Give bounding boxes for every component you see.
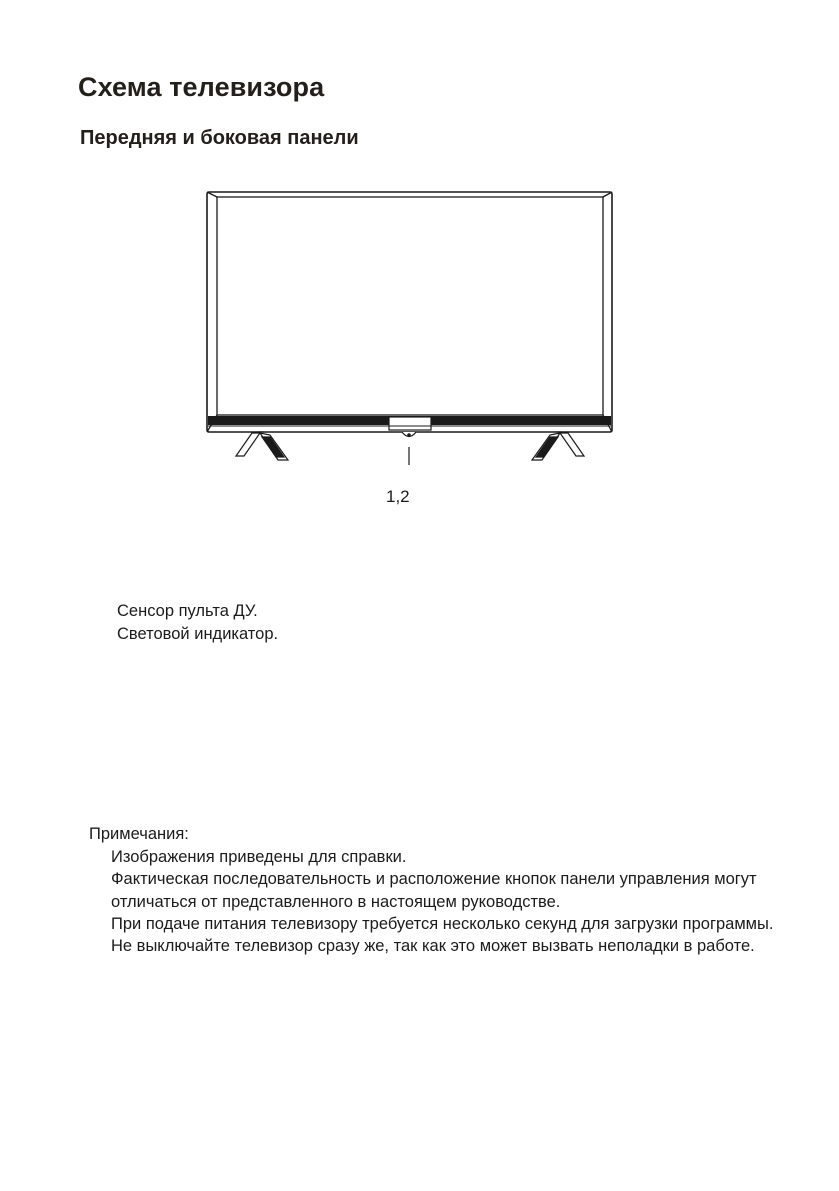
note-item: При подаче питания телевизору требуется несколько секунд для загрузки программы. Не выключайте телевизор сразу же, так как это может вызвать неполадки в работе.	[111, 914, 774, 956]
tv-screen	[217, 197, 603, 415]
left-stand	[236, 432, 288, 460]
part-item-remote-sensor: Сенсор пульта ДУ.	[117, 602, 258, 620]
part-item-indicator: Световой индикатор.	[117, 625, 279, 643]
right-stand	[532, 432, 584, 460]
tv-logo-plate	[389, 417, 431, 430]
notes-section	[89, 823, 789, 957]
section-title: Передняя и боковая панели	[80, 127, 359, 149]
notes-heading: Примечания:	[89, 825, 189, 843]
page-title: Схема телевизора	[78, 72, 325, 102]
parts-list	[117, 600, 278, 646]
note-item: Изображения приведены для справки.	[111, 848, 407, 866]
note-item: Фактическая последовательность и расположение кнопок панели управления могут отличаться от представленного в настоящем руководстве.	[111, 870, 757, 911]
callout-label: 1,2	[386, 487, 410, 506]
notes-list	[89, 846, 789, 957]
tv-bezel	[207, 192, 612, 432]
tv-front-diagram	[200, 185, 620, 465]
